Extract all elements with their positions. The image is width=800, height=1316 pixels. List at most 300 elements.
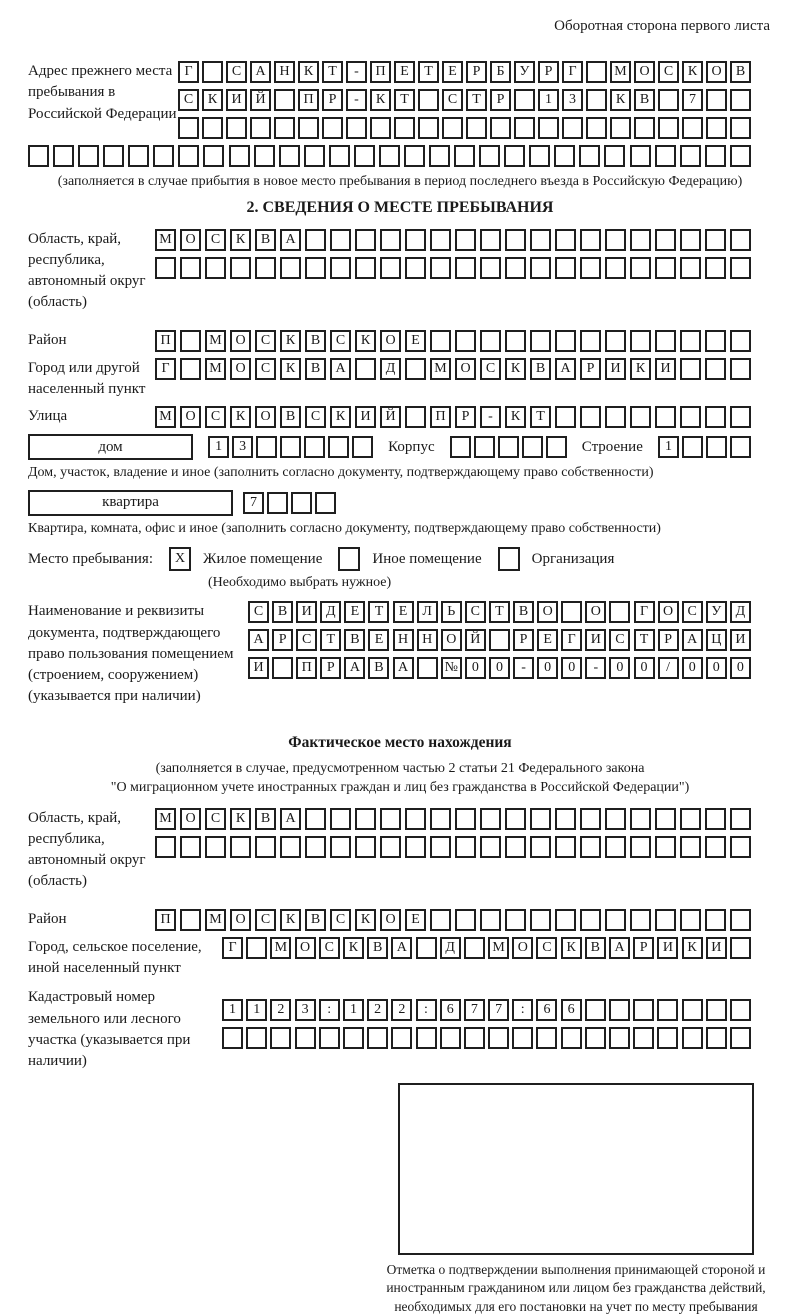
char-cell[interactable]: Е xyxy=(393,601,414,623)
char-cell[interactable]: 0 xyxy=(489,657,510,679)
char-cell[interactable] xyxy=(730,937,751,959)
char-cell[interactable] xyxy=(561,1027,582,1049)
char-cell[interactable] xyxy=(418,117,439,139)
char-cell[interactable] xyxy=(505,836,526,858)
char-cell[interactable]: С xyxy=(330,330,351,352)
checkbox-organization[interactable] xyxy=(498,547,520,571)
char-cell[interactable]: Ц xyxy=(706,629,727,651)
char-cell[interactable]: В xyxy=(730,61,751,83)
char-cell[interactable] xyxy=(586,61,607,83)
char-cell[interactable] xyxy=(498,436,519,458)
char-cell[interactable] xyxy=(455,909,476,931)
char-cell[interactable] xyxy=(202,61,223,83)
char-cell[interactable]: С xyxy=(330,909,351,931)
char-cell[interactable]: Ь xyxy=(441,601,462,623)
char-cell[interactable]: Р xyxy=(466,61,487,83)
char-cell[interactable] xyxy=(330,836,351,858)
char-cell[interactable]: 0 xyxy=(561,657,582,679)
char-cell[interactable] xyxy=(274,117,295,139)
char-cell[interactable] xyxy=(430,229,451,251)
char-cell[interactable]: 0 xyxy=(706,657,727,679)
char-cell[interactable]: А xyxy=(393,657,414,679)
char-cell[interactable]: С xyxy=(682,601,703,623)
char-cell[interactable] xyxy=(630,145,651,167)
char-cell[interactable]: О xyxy=(455,358,476,380)
char-cell[interactable]: П xyxy=(155,330,176,352)
char-cell[interactable] xyxy=(680,808,701,830)
char-cell[interactable] xyxy=(536,1027,557,1049)
char-cell[interactable]: : xyxy=(416,999,437,1021)
char-cell[interactable]: Н xyxy=(393,629,414,651)
char-cell[interactable]: М xyxy=(155,406,176,428)
char-cell[interactable]: С xyxy=(536,937,557,959)
char-cell[interactable] xyxy=(416,937,437,959)
char-cell[interactable] xyxy=(455,229,476,251)
char-cell[interactable]: В xyxy=(367,937,388,959)
char-cell[interactable]: Е xyxy=(344,601,365,623)
char-cell[interactable]: В xyxy=(280,406,301,428)
char-cell[interactable] xyxy=(604,145,625,167)
char-cell[interactable]: К xyxy=(561,937,582,959)
char-cell[interactable] xyxy=(343,1027,364,1049)
char-cell[interactable]: 3 xyxy=(295,999,316,1021)
char-cell[interactable] xyxy=(605,909,626,931)
char-cell[interactable]: И xyxy=(585,629,606,651)
char-cell[interactable] xyxy=(504,145,525,167)
char-cell[interactable] xyxy=(585,1027,606,1049)
char-cell[interactable] xyxy=(380,229,401,251)
char-cell[interactable] xyxy=(546,436,567,458)
char-cell[interactable] xyxy=(630,406,651,428)
char-cell[interactable]: О xyxy=(512,937,533,959)
char-cell[interactable] xyxy=(270,1027,291,1049)
char-cell[interactable]: К xyxy=(330,406,351,428)
char-cell[interactable] xyxy=(680,358,701,380)
char-cell[interactable]: В xyxy=(255,808,276,830)
char-cell[interactable] xyxy=(730,358,751,380)
char-cell[interactable] xyxy=(272,657,293,679)
char-cell[interactable]: И xyxy=(605,358,626,380)
char-cell[interactable]: Г xyxy=(155,358,176,380)
char-cell[interactable]: И xyxy=(657,937,678,959)
char-cell[interactable]: В xyxy=(305,909,326,931)
char-cell[interactable]: С xyxy=(205,406,226,428)
char-cell[interactable]: Е xyxy=(368,629,389,651)
char-cell[interactable]: 0 xyxy=(634,657,655,679)
char-cell[interactable] xyxy=(430,808,451,830)
char-cell[interactable] xyxy=(354,145,375,167)
char-cell[interactable] xyxy=(442,117,463,139)
char-cell[interactable] xyxy=(605,330,626,352)
char-cell[interactable] xyxy=(480,836,501,858)
char-cell[interactable] xyxy=(633,1027,654,1049)
char-cell[interactable] xyxy=(180,909,201,931)
char-cell[interactable] xyxy=(655,808,676,830)
char-cell[interactable] xyxy=(178,145,199,167)
char-cell[interactable]: В xyxy=(585,937,606,959)
char-cell[interactable] xyxy=(328,436,349,458)
char-cell[interactable]: М xyxy=(205,358,226,380)
char-cell[interactable]: - xyxy=(346,61,367,83)
char-cell[interactable] xyxy=(53,145,74,167)
char-cell[interactable] xyxy=(455,808,476,830)
char-cell[interactable] xyxy=(657,1027,678,1049)
char-cell[interactable] xyxy=(730,89,751,111)
char-cell[interactable] xyxy=(555,229,576,251)
char-cell[interactable] xyxy=(730,1027,751,1049)
char-cell[interactable] xyxy=(367,1027,388,1049)
char-cell[interactable]: 0 xyxy=(730,657,751,679)
char-cell[interactable]: А xyxy=(250,61,271,83)
char-cell[interactable] xyxy=(609,601,630,623)
char-cell[interactable] xyxy=(730,330,751,352)
char-cell[interactable] xyxy=(391,1027,412,1049)
char-cell[interactable] xyxy=(580,808,601,830)
char-cell[interactable]: К xyxy=(355,330,376,352)
char-cell[interactable] xyxy=(405,836,426,858)
char-cell[interactable] xyxy=(28,145,49,167)
char-cell[interactable]: Т xyxy=(530,406,551,428)
char-cell[interactable] xyxy=(682,436,703,458)
char-cell[interactable] xyxy=(609,1027,630,1049)
char-cell[interactable]: 7 xyxy=(488,999,509,1021)
char-cell[interactable] xyxy=(180,257,201,279)
char-cell[interactable] xyxy=(730,808,751,830)
char-cell[interactable]: О xyxy=(255,406,276,428)
char-cell[interactable] xyxy=(706,117,727,139)
char-cell[interactable]: К xyxy=(343,937,364,959)
char-cell[interactable]: А xyxy=(280,229,301,251)
char-cell[interactable]: К xyxy=(682,937,703,959)
char-cell[interactable] xyxy=(705,358,726,380)
char-cell[interactable] xyxy=(330,808,351,830)
char-cell[interactable] xyxy=(380,257,401,279)
char-cell[interactable] xyxy=(680,229,701,251)
char-cell[interactable]: П xyxy=(430,406,451,428)
char-cell[interactable] xyxy=(315,492,336,514)
char-cell[interactable] xyxy=(605,406,626,428)
char-cell[interactable] xyxy=(730,229,751,251)
char-cell[interactable]: В xyxy=(305,330,326,352)
char-cell[interactable] xyxy=(489,629,510,651)
char-cell[interactable]: С xyxy=(226,61,247,83)
char-cell[interactable]: В xyxy=(305,358,326,380)
char-cell[interactable]: К xyxy=(280,330,301,352)
char-cell[interactable]: Г xyxy=(178,61,199,83)
char-cell[interactable] xyxy=(455,836,476,858)
char-cell[interactable] xyxy=(630,330,651,352)
char-cell[interactable] xyxy=(153,145,174,167)
char-cell[interactable]: К xyxy=(630,358,651,380)
char-cell[interactable] xyxy=(705,909,726,931)
char-cell[interactable] xyxy=(530,229,551,251)
char-cell[interactable] xyxy=(655,229,676,251)
char-cell[interactable]: - xyxy=(346,89,367,111)
char-cell[interactable]: 6 xyxy=(561,999,582,1021)
char-cell[interactable]: Д xyxy=(440,937,461,959)
char-cell[interactable] xyxy=(705,145,726,167)
char-cell[interactable]: К xyxy=(230,229,251,251)
char-cell[interactable]: А xyxy=(391,937,412,959)
char-cell[interactable] xyxy=(280,436,301,458)
char-cell[interactable] xyxy=(505,229,526,251)
char-cell[interactable]: Л xyxy=(417,601,438,623)
char-cell[interactable] xyxy=(505,909,526,931)
char-cell[interactable]: Т xyxy=(322,61,343,83)
char-cell[interactable] xyxy=(655,257,676,279)
char-cell[interactable]: А xyxy=(344,657,365,679)
char-cell[interactable] xyxy=(633,999,654,1021)
char-cell[interactable]: А xyxy=(609,937,630,959)
char-cell[interactable]: А xyxy=(280,808,301,830)
char-cell[interactable] xyxy=(555,808,576,830)
char-cell[interactable]: О xyxy=(230,358,251,380)
char-cell[interactable]: М xyxy=(430,358,451,380)
char-cell[interactable] xyxy=(394,117,415,139)
char-cell[interactable]: 0 xyxy=(537,657,558,679)
char-cell[interactable] xyxy=(580,229,601,251)
char-cell[interactable] xyxy=(705,808,726,830)
char-cell[interactable]: К xyxy=(370,89,391,111)
char-cell[interactable] xyxy=(522,436,543,458)
char-cell[interactable] xyxy=(429,145,450,167)
char-cell[interactable] xyxy=(514,117,535,139)
char-cell[interactable] xyxy=(609,999,630,1021)
char-cell[interactable] xyxy=(352,436,373,458)
char-cell[interactable]: И xyxy=(730,629,751,651)
char-cell[interactable] xyxy=(562,117,583,139)
char-cell[interactable]: М xyxy=(205,909,226,931)
char-cell[interactable] xyxy=(355,257,376,279)
char-cell[interactable] xyxy=(256,436,277,458)
char-cell[interactable] xyxy=(205,257,226,279)
char-cell[interactable] xyxy=(555,836,576,858)
char-cell[interactable]: 7 xyxy=(682,89,703,111)
char-cell[interactable]: О xyxy=(634,61,655,83)
char-cell[interactable] xyxy=(655,836,676,858)
char-cell[interactable]: Г xyxy=(634,601,655,623)
char-cell[interactable]: Т xyxy=(368,601,389,623)
char-cell[interactable]: М xyxy=(488,937,509,959)
char-cell[interactable] xyxy=(370,117,391,139)
char-cell[interactable] xyxy=(579,145,600,167)
char-cell[interactable] xyxy=(267,492,288,514)
char-cell[interactable] xyxy=(355,229,376,251)
char-cell[interactable]: К xyxy=(202,89,223,111)
char-cell[interactable] xyxy=(605,229,626,251)
char-cell[interactable] xyxy=(246,937,267,959)
char-cell[interactable] xyxy=(705,406,726,428)
char-cell[interactable]: М xyxy=(270,937,291,959)
char-cell[interactable]: О xyxy=(658,601,679,623)
char-cell[interactable] xyxy=(730,117,751,139)
char-cell[interactable] xyxy=(280,257,301,279)
char-cell[interactable] xyxy=(279,145,300,167)
char-cell[interactable]: А xyxy=(248,629,269,651)
char-cell[interactable]: 1 xyxy=(538,89,559,111)
char-cell[interactable] xyxy=(305,257,326,279)
char-cell[interactable] xyxy=(530,808,551,830)
char-cell[interactable] xyxy=(555,257,576,279)
char-cell[interactable] xyxy=(329,145,350,167)
char-cell[interactable]: Е xyxy=(405,330,426,352)
char-cell[interactable] xyxy=(404,145,425,167)
char-cell[interactable] xyxy=(730,145,751,167)
char-cell[interactable]: М xyxy=(205,330,226,352)
char-cell[interactable] xyxy=(585,999,606,1021)
char-cell[interactable] xyxy=(480,257,501,279)
char-cell[interactable] xyxy=(155,836,176,858)
char-cell[interactable]: К xyxy=(610,89,631,111)
char-cell[interactable]: 1 xyxy=(222,999,243,1021)
char-cell[interactable]: О xyxy=(295,937,316,959)
char-cell[interactable] xyxy=(255,257,276,279)
char-cell[interactable]: К xyxy=(280,909,301,931)
char-cell[interactable] xyxy=(586,117,607,139)
char-cell[interactable]: Р xyxy=(272,629,293,651)
char-cell[interactable] xyxy=(730,406,751,428)
char-cell[interactable] xyxy=(430,836,451,858)
char-cell[interactable] xyxy=(480,909,501,931)
char-cell[interactable]: 3 xyxy=(232,436,253,458)
char-cell[interactable]: № xyxy=(441,657,462,679)
char-cell[interactable]: Р xyxy=(633,937,654,959)
char-cell[interactable] xyxy=(304,145,325,167)
char-cell[interactable] xyxy=(680,836,701,858)
char-cell[interactable]: : xyxy=(319,999,340,1021)
char-cell[interactable] xyxy=(705,229,726,251)
char-cell[interactable] xyxy=(474,436,495,458)
char-cell[interactable]: М xyxy=(610,61,631,83)
char-cell[interactable] xyxy=(405,257,426,279)
char-cell[interactable] xyxy=(229,145,250,167)
char-cell[interactable] xyxy=(555,330,576,352)
char-cell[interactable] xyxy=(505,330,526,352)
char-cell[interactable] xyxy=(706,436,727,458)
apartment-type-box[interactable]: квартира xyxy=(28,490,233,516)
char-cell[interactable] xyxy=(405,406,426,428)
char-cell[interactable] xyxy=(655,145,676,167)
char-cell[interactable] xyxy=(655,330,676,352)
char-cell[interactable] xyxy=(655,406,676,428)
char-cell[interactable] xyxy=(605,257,626,279)
char-cell[interactable]: О xyxy=(706,61,727,83)
char-cell[interactable] xyxy=(418,89,439,111)
char-cell[interactable]: 2 xyxy=(367,999,388,1021)
char-cell[interactable]: П xyxy=(296,657,317,679)
char-cell[interactable] xyxy=(610,117,631,139)
char-cell[interactable]: 0 xyxy=(465,657,486,679)
char-cell[interactable]: Т xyxy=(394,89,415,111)
char-cell[interactable] xyxy=(464,1027,485,1049)
char-cell[interactable] xyxy=(705,257,726,279)
char-cell[interactable] xyxy=(430,330,451,352)
char-cell[interactable]: Е xyxy=(394,61,415,83)
char-cell[interactable] xyxy=(655,909,676,931)
char-cell[interactable] xyxy=(580,330,601,352)
char-cell[interactable] xyxy=(730,909,751,931)
char-cell[interactable] xyxy=(464,937,485,959)
char-cell[interactable]: - xyxy=(585,657,606,679)
char-cell[interactable] xyxy=(530,257,551,279)
char-cell[interactable]: С xyxy=(465,601,486,623)
char-cell[interactable]: Р xyxy=(490,89,511,111)
char-cell[interactable]: К xyxy=(505,406,526,428)
char-cell[interactable] xyxy=(380,836,401,858)
char-cell[interactable] xyxy=(416,1027,437,1049)
char-cell[interactable] xyxy=(202,117,223,139)
char-cell[interactable]: Й xyxy=(380,406,401,428)
char-cell[interactable] xyxy=(580,406,601,428)
char-cell[interactable] xyxy=(555,909,576,931)
char-cell[interactable] xyxy=(274,89,295,111)
char-cell[interactable] xyxy=(450,436,471,458)
char-cell[interactable]: С xyxy=(658,61,679,83)
char-cell[interactable] xyxy=(298,117,319,139)
char-cell[interactable]: С xyxy=(296,629,317,651)
char-cell[interactable]: Е xyxy=(405,909,426,931)
char-cell[interactable]: 6 xyxy=(536,999,557,1021)
char-cell[interactable]: О xyxy=(537,601,558,623)
char-cell[interactable]: О xyxy=(180,229,201,251)
char-cell[interactable] xyxy=(304,436,325,458)
char-cell[interactable] xyxy=(305,808,326,830)
char-cell[interactable] xyxy=(580,909,601,931)
char-cell[interactable] xyxy=(322,117,343,139)
char-cell[interactable] xyxy=(680,909,701,931)
char-cell[interactable]: 6 xyxy=(440,999,461,1021)
char-cell[interactable] xyxy=(405,808,426,830)
char-cell[interactable]: О xyxy=(230,330,251,352)
checkbox-residential[interactable]: X xyxy=(169,547,191,571)
char-cell[interactable] xyxy=(680,145,701,167)
char-cell[interactable] xyxy=(346,117,367,139)
char-cell[interactable]: Д xyxy=(380,358,401,380)
char-cell[interactable]: 0 xyxy=(682,657,703,679)
char-cell[interactable]: 1 xyxy=(208,436,229,458)
char-cell[interactable]: С xyxy=(255,909,276,931)
char-cell[interactable]: 1 xyxy=(343,999,364,1021)
char-cell[interactable]: В xyxy=(272,601,293,623)
char-cell[interactable]: К xyxy=(230,406,251,428)
char-cell[interactable] xyxy=(78,145,99,167)
char-cell[interactable] xyxy=(319,1027,340,1049)
char-cell[interactable]: М xyxy=(155,229,176,251)
char-cell[interactable] xyxy=(605,808,626,830)
char-cell[interactable]: С xyxy=(609,629,630,651)
char-cell[interactable]: К xyxy=(230,808,251,830)
char-cell[interactable] xyxy=(250,117,271,139)
char-cell[interactable] xyxy=(454,145,475,167)
char-cell[interactable] xyxy=(355,836,376,858)
char-cell[interactable]: 2 xyxy=(270,999,291,1021)
char-cell[interactable]: В xyxy=(344,629,365,651)
char-cell[interactable]: А xyxy=(555,358,576,380)
char-cell[interactable] xyxy=(730,436,751,458)
char-cell[interactable]: И xyxy=(706,937,727,959)
char-cell[interactable] xyxy=(586,89,607,111)
char-cell[interactable] xyxy=(512,1027,533,1049)
char-cell[interactable]: Н xyxy=(274,61,295,83)
char-cell[interactable] xyxy=(254,145,275,167)
char-cell[interactable] xyxy=(230,836,251,858)
char-cell[interactable] xyxy=(246,1027,267,1049)
char-cell[interactable]: Г xyxy=(222,937,243,959)
char-cell[interactable]: О xyxy=(230,909,251,931)
char-cell[interactable]: Е xyxy=(537,629,558,651)
char-cell[interactable] xyxy=(455,330,476,352)
char-cell[interactable] xyxy=(730,836,751,858)
